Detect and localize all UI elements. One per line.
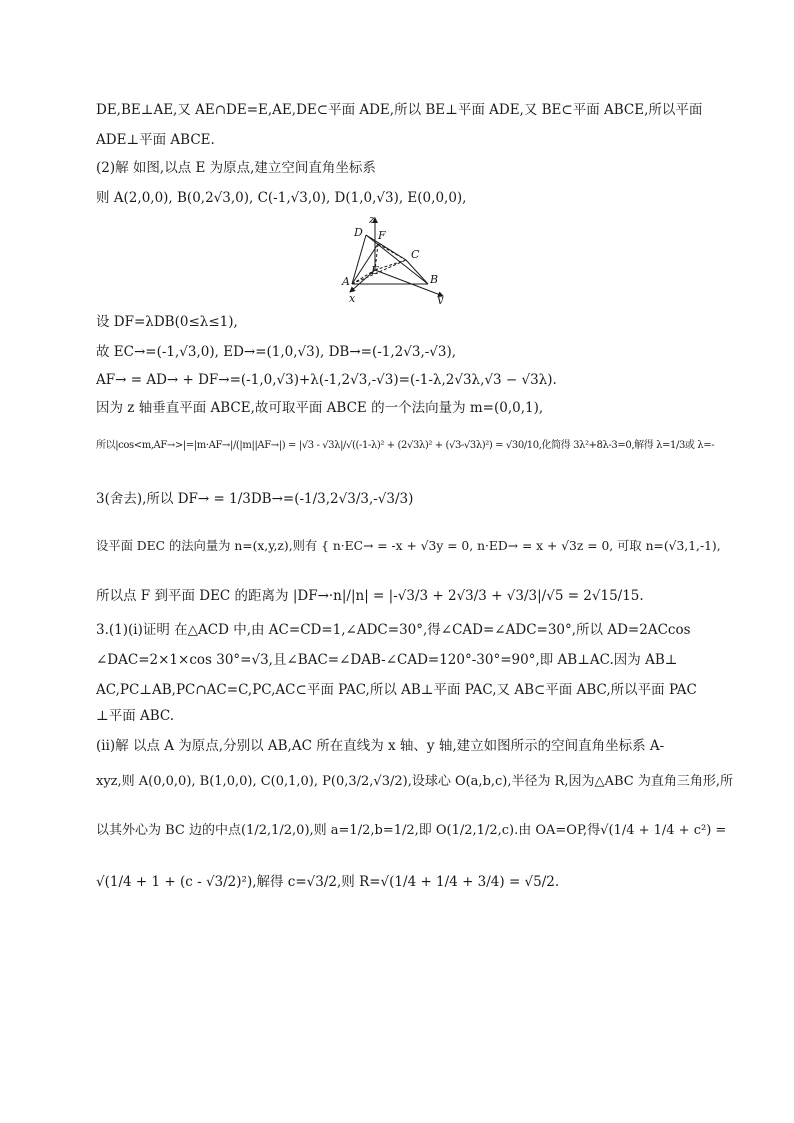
text-line: (ⅱ)解 以点 A 为原点,分别以 AB,AC 所在直线为 x 轴、y 轴,建立如图所示的空间直角坐标系 A-	[96, 738, 665, 754]
label-D: D	[354, 226, 363, 239]
label-F: F	[378, 229, 386, 242]
text-line: 故 EC→=(-1,√3,0), ED→=(1,0,√3), DB→=(-1,2√3,-√3),	[96, 344, 457, 360]
text-line: AC,PC⊥AB,PC∩AC=C,PC,AC⊂平面 PAC,所以 AB⊥平面 PAC,又 AB⊂平面 ABC,所以平面 PAC	[96, 682, 697, 698]
coordinate-figure	[338, 212, 456, 304]
text-line: 3.(1)(ⅰ)证明 在△ACD 中,由 AC=CD=1,∠ADC=30°,得∠CAD=∠ADC=30°,所以 AD=2ACcos	[96, 622, 691, 638]
label-A: A	[342, 275, 350, 288]
text-line: 3(舍去),所以 DF→ = 1/3DB→=(-1/3,2√3/3,-√3/3)	[96, 491, 414, 507]
text-line: 所以点 F 到平面 DEC 的距离为 |DF→·n|/|n| = |-√3/3 + 2√3/3 + √3/3|/√5 = 2√15/15.	[96, 588, 644, 604]
text-line: ∠DAC=2×1×cos 30°=√3,且∠BAC=∠DAB-∠CAD=120°-30°=90°,即 AB⊥AC.因为 AB⊥	[96, 652, 678, 668]
text-line: 设平面 DEC 的法向量为 n=(x,y,z),则有 { n·EC→ = -x + √3y = 0, n·ED→ = x + √3z = 0, 可取 n=(√3,1,-1),	[96, 539, 721, 553]
label-E: E	[371, 264, 380, 277]
text-line: 则 A(2,0,0), B(0,2√3,0), C(-1,√3,0), D(1,0,√3), E(0,0,0),	[96, 190, 467, 206]
text-line: AF→ = AD→ + DF→=(-1,0,√3)+λ(-1,2√3,-√3)=(-1-λ,2√3λ,√3 − √3λ).	[96, 372, 557, 388]
label-y: y	[437, 293, 444, 304]
text-line: DE,BE⊥AE,又 AE∩DE=E,AE,DE⊂平面 ADE,所以 BE⊥平面 ADE,又 BE⊂平面 ABCE,所以平面	[96, 102, 703, 118]
text-line: √(1/4 + 1 + (c - √3/2)²),解得 c=√3/2,则 R=√(1/4 + 1/4 + 3/4) = √5/2.	[96, 874, 560, 890]
label-B: B	[430, 273, 439, 286]
text-line: xyz,则 A(0,0,0), B(1,0,0), C(0,1,0), P(0,3/2,√3/2),设球心 O(a,b,c),半径为 R,因为△ABC 为直角三角形,所	[96, 774, 733, 789]
text-line: ADE⊥平面 ABCE.	[96, 132, 215, 148]
label-z: z	[369, 213, 375, 226]
text-line: 设 DF=λDB(0≤λ≤1),	[96, 314, 238, 330]
text-line: 因为 z 轴垂直平面 ABCE,故可取平面 ABCE 的一个法向量为 m=(0,0,1),	[96, 400, 544, 416]
text-line: 以其外心为 BC 边的中点(1/2,1/2,0),则 a=1/2,b=1/2,即 O(1/2,1/2,c).由 OA=OP,得√(1/4 + 1/4 + c²) =	[96, 823, 727, 838]
text-line: ⊥平面 ABC.	[96, 708, 175, 724]
label-C: C	[411, 248, 420, 261]
text-line: (2)解 如图,以点 E 为原点,建立空间直角坐标系	[96, 160, 376, 176]
text-line: 所以|cos<m,AF→>|=|m·AF→|/(|m||AF→|) = |√3 - √3λ|/√((-1-λ)² + (2√3λ)² + (√3-√3λ)²) = √30/10,化简得 3λ²+8λ-3=0,解得 λ=1/3或 λ=-	[96, 440, 715, 451]
label-x: x	[349, 292, 356, 304]
